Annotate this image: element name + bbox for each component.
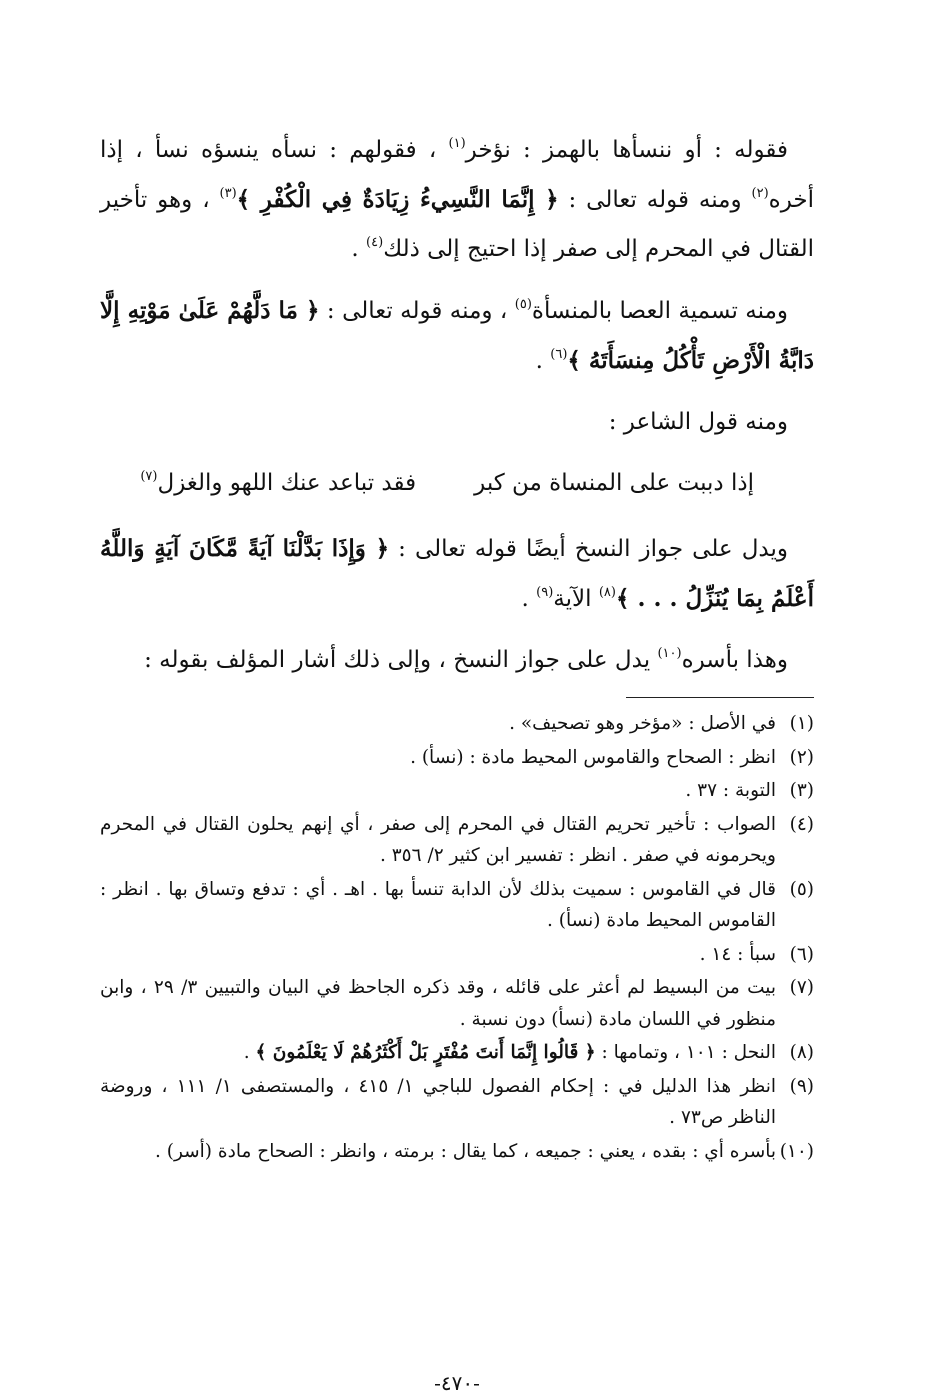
footnote-number: (١) [789, 713, 814, 734]
text-run: . [243, 1042, 256, 1063]
paragraph-5 [100, 636, 814, 685]
text-run: الآية [553, 586, 599, 612]
footnote-ref-2[interactable]: (٢) [751, 186, 769, 201]
text-run: ، ومنه قوله تعالى : [319, 298, 515, 324]
page-number: -٤٧٠- [434, 1371, 480, 1395]
footnote-text: قال في القاموس : سميت بذلك لأن الدابة تنسأ بها . اهـ . أي : تدفع وتساق بها . انظر : القاموس المحيط مادة (نسأ) . [100, 878, 776, 931]
text-run: النحل : ١٠١ ، وتمامها : [595, 1042, 776, 1063]
footnote-5 [100, 874, 814, 937]
paragraph-4 [100, 524, 814, 624]
footnote-number: (٧) [789, 977, 814, 998]
footnote-number: (٩) [789, 1075, 814, 1097]
footnote-ref-10[interactable]: (١٠) [657, 646, 682, 661]
footnote-text: انظر : الصحاح والقاموس المحيط مادة : (نسأ) . [410, 746, 776, 768]
footnote-text: الصواب : تأخير تحريم القتال في المحرم إلى صفر ، أي إنهم يحلون القتال في المحرم ويحرمونه في صفر . انظر : تفسير ابن كثير ٢/ ٣٥٦ . [100, 813, 776, 866]
footnote-text: في الأصل : «مؤخر وهو تصحيف» . [509, 713, 776, 734]
text-run: ، وهو تأخير القتال في المحرم إلى صفر إذا احتيج إلى ذلك [100, 187, 814, 262]
quran-verse: ﴿ إِنَّمَا النَّسِيءُ زِيَادَةٌ فِي الْكُفْرِ ﴾ [236, 186, 559, 213]
footnote-ref-4[interactable]: (٤) [366, 235, 384, 250]
quran-verse: ﴿ قَالُوا إِنَّمَا أَنتَ مُفْتَرٍ بَلْ أَكْثَرُهُمْ لَا يَعْلَمُونَ ﴾ [255, 1042, 596, 1063]
quran-verse: ﴿ وَإِذَا بَدَّلْنَا آيَةً مَّكَانَ آيَةٍ وَاللَّهُ أَعْلَمُ بِمَا يُنَزِّلُ . . . ﴾ [100, 535, 814, 612]
footnotes-list [100, 708, 814, 1167]
footnote-number: (٣) [789, 780, 814, 801]
footnote-ref-7[interactable]: (٧) [140, 469, 158, 484]
footnote-ref-3[interactable]: (٣) [219, 186, 237, 201]
footnote-number: (٨) [789, 1042, 814, 1063]
paragraph-1 [100, 126, 814, 274]
footnote-number: (٤) [789, 813, 814, 835]
quran-verse: ﴿ مَا دَلَّهُمْ عَلَىٰ مَوْتِهِ إِلَّا دَابَّةُ الْأَرْضِ تَأْكُلُ مِنسَأَتَهُ ﴾ [100, 297, 814, 374]
footnote-ref-6[interactable]: (٦) [550, 347, 568, 362]
footnote-8 [100, 1037, 814, 1069]
footnote-7 [100, 972, 814, 1035]
text-run: . [535, 348, 551, 374]
footnote-3 [100, 775, 814, 807]
text-run: ويدل على جواز النسخ أيضًا قوله تعالى : [389, 536, 788, 562]
text-run: . [351, 236, 367, 262]
text-run: ، فقولهم : نسأه ينسؤه نسأ ، إذا أخره [100, 137, 815, 213]
footnote-number: (١٠) [779, 1140, 814, 1162]
footnote-4 [100, 809, 814, 872]
page-content [100, 126, 815, 1395]
footnote-ref-8[interactable]: (٨) [598, 585, 616, 600]
footnote-number: (٢) [789, 746, 814, 768]
text-run: ومنه تسمية العصا بالمنسأة [531, 298, 789, 324]
footnote-divider [626, 697, 814, 698]
footnote-2 [100, 742, 814, 774]
poetry-verse [100, 459, 814, 508]
text-run: فقد تباعد عنك اللهو والغزل [157, 470, 417, 496]
text-run: وهذا بأسره [681, 647, 788, 673]
footnote-text: التوبة : ٣٧ . [685, 780, 776, 801]
footnote-number: (٥) [789, 878, 814, 900]
text-run: يدل على جواز النسخ ، وإلى ذلك أشار المؤلف بقوله : [144, 647, 658, 673]
footnote-6 [100, 939, 814, 971]
footnote-text [100, 1037, 776, 1069]
footnote-ref-1[interactable]: (١) [448, 136, 466, 151]
verse-first-hemistich: إذا دببت على المنساة من كبر [474, 470, 754, 496]
footnote-text: سبأ : ١٤ . [699, 943, 776, 965]
text-run: . [521, 586, 537, 612]
footnote-ref-5[interactable]: (٥) [514, 297, 532, 312]
text-run: فقوله : أو ننسأها بالهمز : نؤخر [465, 137, 788, 163]
footnote-text: بيت من البسيط لم أعثر على قائله ، وقد ذكره الجاحظ في البيان والتبيين ٣/ ٢٩ ، وابن منظور في اللسان مادة (نسأ) دون نسبة . [100, 977, 776, 1030]
footnote-text: بأسره أي : بقده ، يعني : جميعه ، كما يقال : برمته ، وانظر : الصحاح مادة (أسر) . [154, 1140, 776, 1162]
footnote-text: انظر هذا الدليل في : إحكام الفصول للباجي ١/ ٤١٥ ، والمستصفى ١/ ١١١ ، وروضة الناظر ص٧٣ . [100, 1075, 776, 1128]
footnote-1 [100, 708, 814, 740]
verse-second-hemistich [140, 459, 416, 508]
footnote-10 [100, 1136, 814, 1168]
footnote-9 [100, 1071, 814, 1134]
footnote-number: (٦) [789, 943, 814, 965]
paragraph-3: ومنه قول الشاعر : [608, 409, 788, 435]
paragraph-2 [100, 286, 814, 386]
footnote-ref-9[interactable]: (٩) [536, 585, 554, 600]
text-run: ومنه قوله تعالى : [558, 187, 752, 213]
